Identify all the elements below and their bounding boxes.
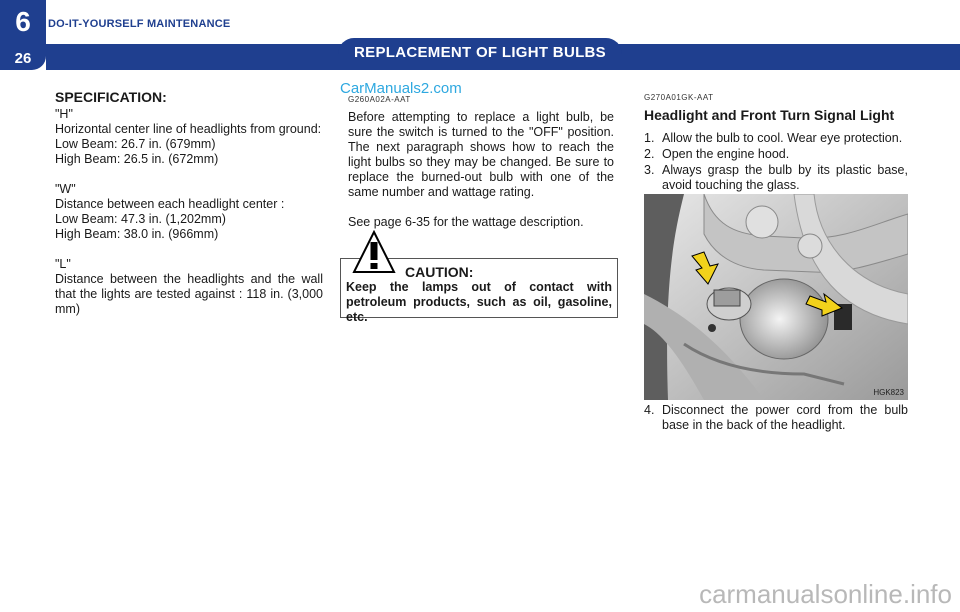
chapter-number: 6 xyxy=(15,6,31,37)
spec-line: Distance between each headlight center : xyxy=(55,197,285,211)
spec-line: Distance between the headlights and the wall that the lights are tested against : 118 in. (3,000 mm) xyxy=(55,272,323,316)
step-item xyxy=(644,403,908,433)
step-number: 4. xyxy=(644,403,655,417)
spec-line: "L" xyxy=(55,257,71,271)
step-text: Always grasp the bulb by its plastic base, avoid touching the glass. xyxy=(662,163,908,192)
chapter-title: DO-IT-YOURSELF MAINTENANCE xyxy=(48,18,231,30)
caution-text: Keep the lamps out of contact with petroleum products, such as oil, gasoline, etc. xyxy=(346,280,612,324)
spec-line: "H" xyxy=(55,107,73,121)
section-code: G260A02A-AAT xyxy=(348,95,411,104)
intro-paragraph: Before attempting to replace a light bulb, be sure the switch is turned to the "OFF" position. The next paragraph shows how to reach the light bulbs so they may be changed. Be sure to replace the burned-out bulb with one of the same number and wattage rating. xyxy=(348,110,614,199)
procedure-steps xyxy=(644,131,908,193)
spec-line: "W" xyxy=(55,182,76,196)
step-item xyxy=(644,131,908,146)
spec-group-h xyxy=(55,107,323,167)
step-number: 1. xyxy=(644,131,655,145)
watermark-text: CarManuals2.com xyxy=(340,80,462,97)
spec-group-w xyxy=(55,182,323,242)
section-code: G270A01GK-AAT xyxy=(644,93,714,102)
step-item xyxy=(644,163,908,193)
intro-column xyxy=(348,92,614,245)
spec-heading: SPECIFICATION: xyxy=(55,89,167,105)
headlight-column xyxy=(644,90,908,194)
spec-line: Low Beam: 47.3 in. (1,202mm) xyxy=(55,212,226,226)
step-text: Disconnect the power cord from the bulb base in the back of the headlight. xyxy=(662,403,908,432)
step-number: 2. xyxy=(644,147,655,161)
step-item xyxy=(644,147,908,162)
photo-label: HGK823 xyxy=(873,388,904,397)
headlight-photo-illustration xyxy=(644,194,908,400)
spec-line: Low Beam: 26.7 in. (679mm) xyxy=(55,137,216,151)
spec-line: High Beam: 26.5 in. (672mm) xyxy=(55,152,219,166)
warning-triangle-icon xyxy=(352,230,396,274)
spec-line: High Beam: 38.0 in. (966mm) xyxy=(55,227,219,241)
procedure-title: Headlight and Front Turn Signal Light xyxy=(644,107,895,123)
section-title: REPLACEMENT OF LIGHT BULBS xyxy=(354,44,606,61)
step-text: Open the engine hood. xyxy=(662,147,790,161)
spec-line: Horizontal center line of headlights from ground: xyxy=(55,122,322,136)
headlight-photo xyxy=(644,194,908,400)
step-text: Allow the bulb to cool. Wear eye protection. xyxy=(662,131,903,145)
footer-watermark: carmanualsonline.info xyxy=(699,579,952,609)
caution-title: CAUTION: xyxy=(405,264,474,280)
wattage-reference: See page 6-35 for the wattage description. xyxy=(348,215,584,229)
spec-group-l xyxy=(55,257,323,317)
step-number: 3. xyxy=(644,163,655,177)
page-number: 26 xyxy=(14,50,32,67)
specification-column xyxy=(55,90,323,332)
